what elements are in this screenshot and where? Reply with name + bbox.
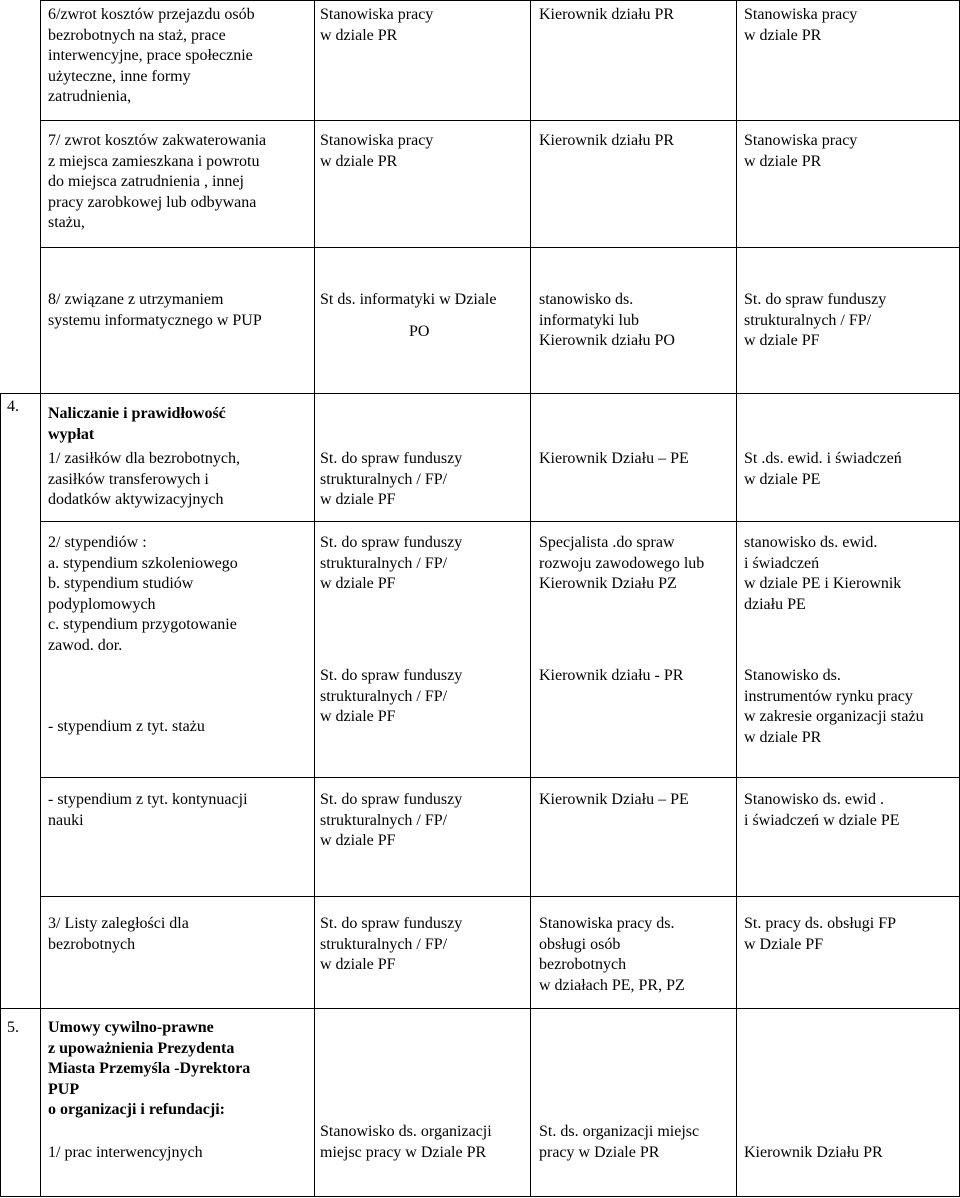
row6-task: 6/zwrot kosztów przejazdu osób bezrobotnych na staż, prace interwencyjne, prace społecznie użyteczne, inne formy zatrudnienia, [48, 6, 255, 105]
arrears-prepares: St. do spraw funduszy strukturalnych / FP/ w dziale PF [320, 915, 463, 973]
row8-prepares-line1: St ds. informatyki w Dziale [320, 291, 497, 308]
stipend-executes: stanowisko ds. ewid. i świadczeń w dziale PE i Kierownik działu PE [744, 534, 902, 613]
table-rule [40, 777, 959, 778]
arrears-executes: St. pracy ds. obsługi FP w Dziale PF [744, 915, 897, 953]
continuation-prepares: St. do spraw funduszy strukturalnych / FP/ w dziale PF [320, 791, 463, 849]
section5-heading: Umowy cywilno-prawne z upoważnienia Prezydenta Miasta Przemyśla -Dyrektora PUP o organizacji i refundacji: [48, 1019, 251, 1118]
arrears-task: 3/ Listy zaległości dla bezrobotnych [48, 915, 189, 953]
table-rule [0, 1008, 959, 1009]
row7-task: 7/ zwrot kosztów zakwaterowania z miejsca zamieszkana i powrotu do miejsca zatrudnienia , innej pracy zarobkowej lub odbywana stażu, [48, 132, 267, 231]
table-rule [736, 0, 737, 1197]
stipend-prepares: St. do spraw funduszy strukturalnych / FP/ w dziale PF [320, 534, 463, 592]
section5-executes: Kierownik Działu PR [744, 1144, 883, 1161]
internship-executes: Stanowisko ds. instrumentów rynku pracy w zakresie organizacji stażu w dziale PR [744, 667, 924, 746]
internship-prepares: St. do spraw funduszy strukturalnych / FP/ w dziale PF [320, 667, 463, 725]
table-rule [40, 0, 959, 1]
stipend-approves: Specjalista .do spraw rozwoju zawodowego lub Kierownik Działu PZ [539, 534, 705, 592]
row8-prepares-line2: PO [409, 323, 430, 340]
table-rule [0, 393, 1, 1197]
continuation-executes: Stanowisko ds. ewid . i świadczeń w dziale PE [744, 791, 900, 829]
row7-prepares: Stanowiska pracy w dziale PR [320, 132, 434, 170]
section5-number: 5. [7, 1019, 19, 1036]
section5-approves: St. ds. organizacji miejsc pracy w Dziale PR [539, 1123, 700, 1161]
section4-heading: Naliczanie i prawidłowość wypłat [48, 405, 226, 443]
section4-executes: St .ds. ewid. i świadczeń w dziale PE [744, 450, 902, 488]
row6-executes: Stanowiska pracy w dziale PR [744, 6, 858, 44]
table-rule [40, 247, 959, 248]
table-rule [0, 393, 959, 394]
section4-task: 1/ zasiłków dla bezrobotnych, zasiłków transferowych i dodatków aktywizacyjnych [48, 450, 240, 508]
row7-approves: Kierownik działu PR [539, 132, 675, 149]
row6-approves: Kierownik działu PR [539, 6, 675, 23]
internship-task: - stypendium z tyt. stażu [48, 718, 205, 735]
stipend-task: 2/ stypendiów : a. stypendium szkoleniowego b. stypendium studiów podyplomowych c. stypendium przygotowanie zawod. dor. [48, 534, 238, 654]
table-rule [40, 896, 959, 897]
row6-prepares: Stanowiska pracy w dziale PR [320, 6, 434, 44]
table-rule [530, 0, 531, 1197]
row7-executes: Stanowiska pracy w dziale PR [744, 132, 858, 170]
table-rule [40, 521, 959, 522]
section4-approves: Kierownik Działu – PE [539, 450, 689, 467]
section4-prepares: St. do spraw funduszy strukturalnych / FP/ w dziale PF [320, 450, 463, 508]
internship-approves: Kierownik działu - PR [539, 667, 684, 684]
section5-task: 1/ prac interwencyjnych [48, 1144, 203, 1161]
table-rule [40, 120, 959, 121]
row8-approves: stanowisko ds. informatyki lub Kierownik działu PO [539, 291, 675, 349]
arrears-approves: Stanowiska pracy ds. obsługi osób bezrobotnych w działach PE, PR, PZ [539, 915, 685, 994]
table-rule [314, 0, 315, 1197]
continuation-task: - stypendium z tyt. kontynuacji nauki [48, 791, 248, 829]
row8-executes: St. do spraw funduszy strukturalnych / FP/ w dziale PF [744, 291, 887, 349]
section4-number: 4. [7, 398, 19, 415]
row8-task: 8/ związane z utrzymaniem systemu informatycznego w PUP [48, 291, 262, 329]
table-rule [0, 1196, 959, 1197]
section5-prepares: Stanowisko ds. organizacji miejsc pracy w Dziale PR [320, 1123, 492, 1161]
table-rule [40, 0, 41, 1197]
continuation-approves: Kierownik Działu – PE [539, 791, 689, 808]
